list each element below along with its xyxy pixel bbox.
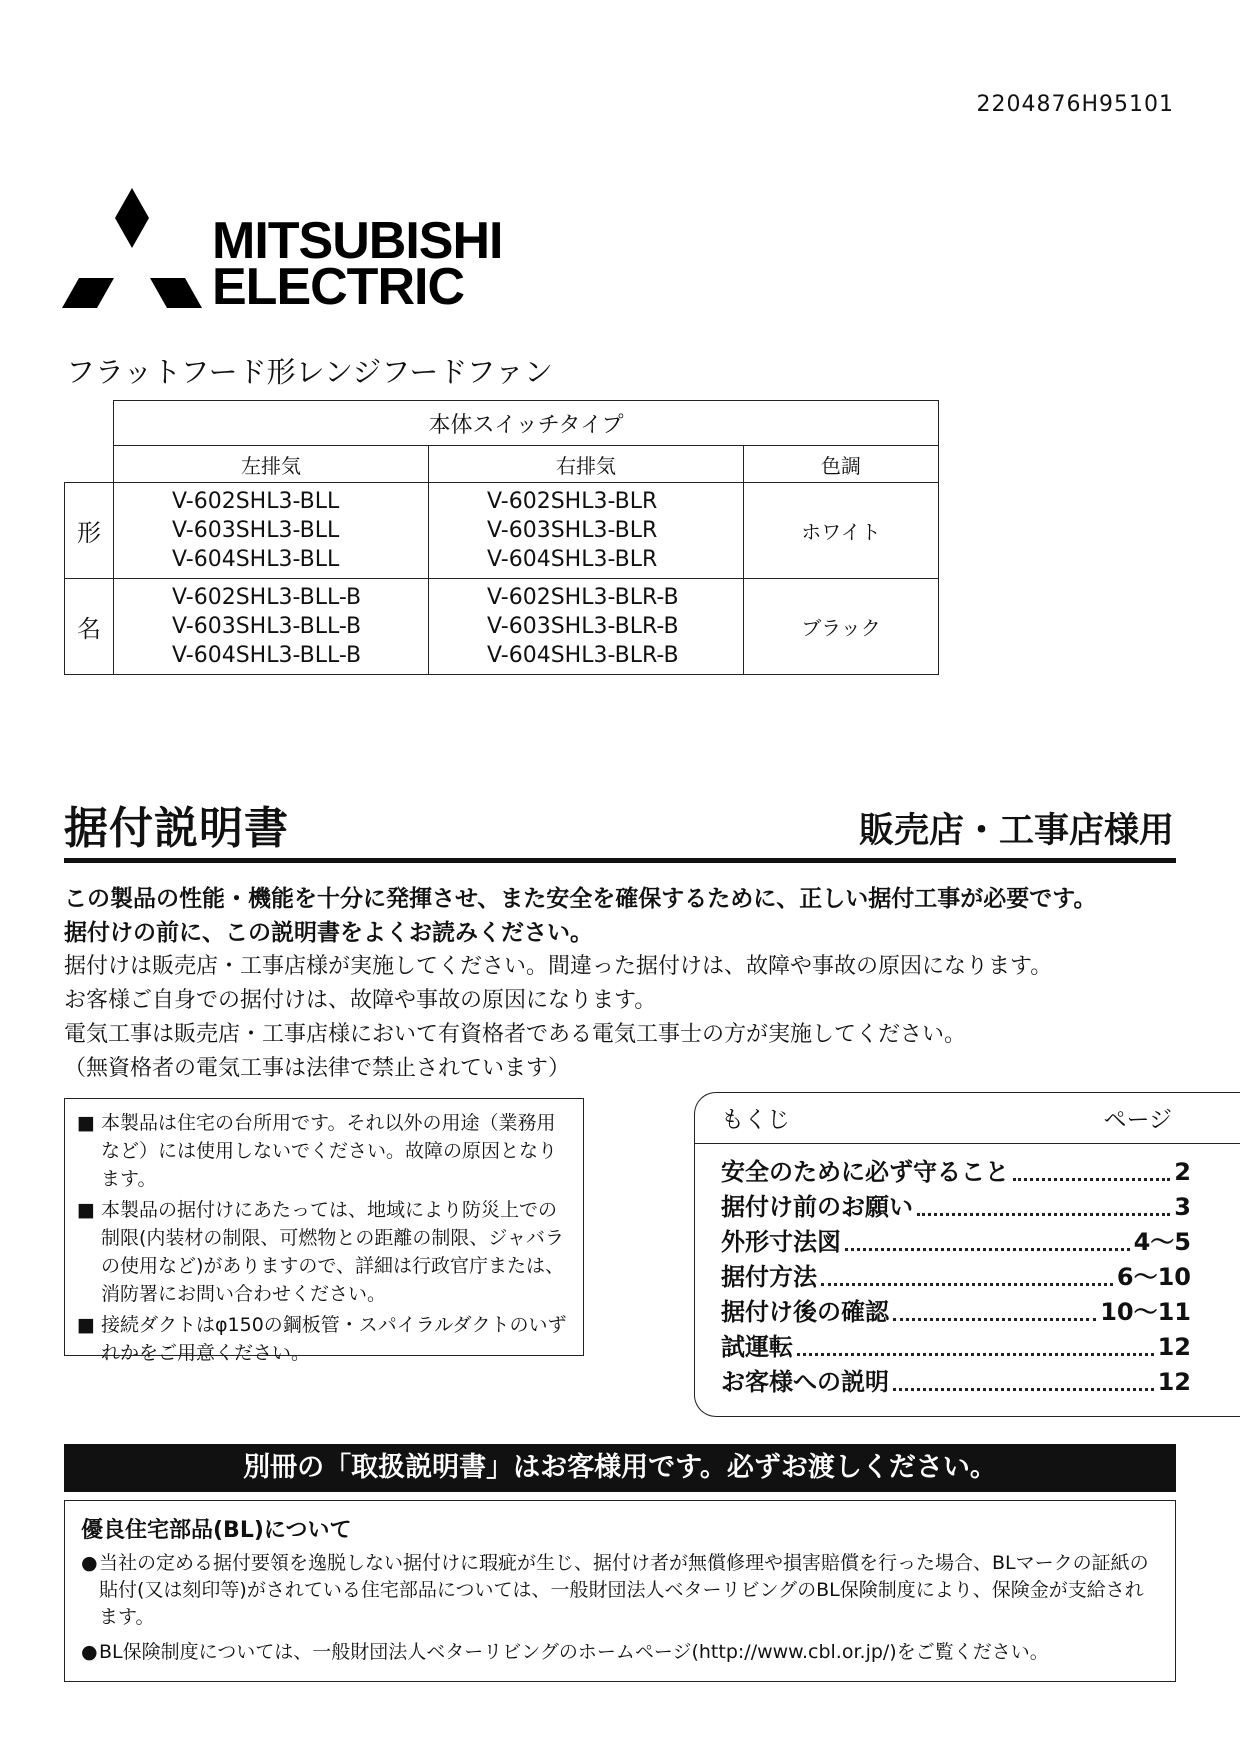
toc-entry[interactable] — [721, 1295, 1191, 1330]
toc-leader-dots — [797, 1330, 1154, 1356]
intro-line: 電気工事は販売店・工事店様において有資格者である電気工事士の方が実施してください。 — [64, 1022, 967, 1047]
toc-entry-page: 12 — [1157, 1368, 1191, 1396]
logo-word-electric: ELECTRIC — [212, 258, 464, 316]
toc-entry-label: 据付け後の確認 — [721, 1298, 889, 1326]
toc-header — [721, 1101, 1172, 1139]
toc-leader-dots — [893, 1365, 1154, 1391]
toc-entry-label: 外形寸法図 — [721, 1228, 841, 1256]
page-subtitle: 販売店・工事店様用 — [858, 811, 1174, 851]
toc-entry-page: 12 — [1157, 1333, 1191, 1361]
toc-entry[interactable] — [721, 1365, 1191, 1400]
header-right-exhaust: 右排気 — [429, 446, 744, 483]
toc-entry-page: 4～5 — [1133, 1228, 1191, 1256]
model-item: V-603SHL3-BLR-B — [487, 614, 679, 639]
toc-page-heading: ページ — [1103, 1107, 1172, 1133]
model-item: V-604SHL3-BLR-B — [487, 643, 679, 668]
left-models-white — [114, 483, 429, 579]
model-item: V-602SHL3-BLR-B — [487, 585, 679, 610]
toc-entry-label: 据付け前のお願い — [721, 1193, 913, 1221]
toc-entry-page: 3 — [1174, 1193, 1191, 1221]
right-models-black — [429, 579, 744, 675]
toc-entry[interactable] — [721, 1190, 1191, 1225]
model-item: V-603SHL3-BLL-B — [172, 614, 362, 639]
intro-line: お客様ご自身での据付けは、故障や事故の原因になります。 — [64, 988, 657, 1013]
toc-entry[interactable] — [721, 1155, 1191, 1190]
toc-divider — [695, 1143, 1240, 1144]
toc-entry-page: 2 — [1174, 1158, 1191, 1186]
note-text: 本製品の据付けにあたっては、地域により防災上での制限(内装材の制限、可燃物との距離の制限、ジャバラの使用など)がありますので、詳細は行政官庁または、消防署にお問い合わせください。 — [101, 1199, 565, 1305]
toc-leader-dots — [893, 1295, 1096, 1321]
toc-entry-page: 10～11 — [1100, 1298, 1191, 1326]
page-title: 据付説明書 — [64, 803, 289, 854]
model-item: V-602SHL3-BLR — [487, 489, 658, 514]
table-of-contents — [694, 1092, 1240, 1417]
bl-item — [81, 1550, 1159, 1631]
bl-item-text: BL保険制度については、一般財団法人ベターリビングのホームページ(http://www.cbl.or.jp/)をご覧ください。 — [99, 1641, 1049, 1663]
toc-leader-dots — [917, 1190, 1170, 1216]
model-item: V-604SHL3-BLL-B — [172, 643, 362, 668]
mitsubishi-electric-logo — [62, 188, 503, 316]
right-models-white — [429, 483, 744, 579]
toc-entry[interactable] — [721, 1330, 1191, 1365]
note-text: 接続ダクトはφ150の鋼板管・スパイラルダクトのいずれかをご用意ください。 — [101, 1314, 567, 1364]
left-models-black — [114, 579, 429, 675]
note-item — [77, 1311, 569, 1367]
bl-title: 優良住宅部品(BL)について — [81, 1518, 352, 1543]
note-text: 本製品は住宅の台所用です。それ以外の用途（業務用など）には使用しないでください。故障の原因となります。 — [101, 1112, 558, 1190]
intro-bold-line: この製品の性能・機能を十分に発揮させ、また安全を確保するために、正しい据付工事が必要です。 — [64, 886, 1097, 912]
side-label-kata: 形 — [65, 483, 114, 579]
separate-manual-banner: 別冊の「取扱説明書」はお客様用です。必ずお渡しください。 — [64, 1444, 1176, 1492]
toc-entry-label: お客様への説明 — [721, 1368, 889, 1396]
caution-notes-box — [64, 1098, 584, 1364]
logo-word-mitsubishi: MITSUBISHI — [212, 212, 503, 270]
model-table — [64, 400, 939, 675]
toc-leader-dots — [845, 1225, 1130, 1251]
toc-entry[interactable] — [721, 1225, 1191, 1260]
intro-bold-line: 据付けの前に、この説明書をよくお読みください。 — [64, 920, 593, 946]
model-item: V-604SHL3-BLR — [487, 547, 658, 572]
mitsubishi-diamonds-icon — [62, 188, 202, 313]
square-bullet-icon: ■ — [77, 1112, 95, 1134]
bl-info-box — [64, 1500, 1176, 1682]
bl-item — [81, 1639, 1159, 1666]
toc-entry-label: 試運転 — [721, 1333, 793, 1361]
model-item: V-602SHL3-BLL-B — [172, 585, 362, 610]
toc-entry-label: 安全のために必ず守ること — [721, 1158, 1009, 1186]
bl-item-text: 当社の定める据付要領を逸脱しない据付けに瑕疵が生じ、据付け者が無償修理や損害賠償を行った場合、BLマークの証紙の貼付(又は刻印等)がされている住宅部品については、一般財団法人ベターリビングのBL保険制度により、保険金が支給されます。 — [99, 1552, 1149, 1628]
header-color: 色調 — [744, 446, 939, 483]
model-item: V-602SHL3-BLL — [172, 489, 340, 514]
bullet-icon: ● — [81, 1641, 98, 1663]
header-left-exhaust: 左排気 — [114, 446, 429, 483]
model-table-caption: 本体スイッチタイプ — [114, 401, 939, 446]
note-item — [77, 1196, 569, 1308]
toc-entry-page: 6～10 — [1116, 1263, 1191, 1291]
square-bullet-icon: ■ — [77, 1314, 95, 1336]
side-label-mei: 名 — [65, 579, 114, 675]
color-black: ブラック — [744, 579, 939, 675]
toc-entry-label: 据付方法 — [721, 1263, 817, 1291]
model-item: V-603SHL3-BLL — [172, 518, 340, 543]
intro-line: （無資格者の電気工事は法律で禁止されています） — [64, 1056, 571, 1081]
document-code: 2204876H95101 — [976, 92, 1174, 117]
model-item: V-603SHL3-BLR — [487, 518, 658, 543]
color-white: ホワイト — [744, 483, 939, 579]
intro-text — [64, 882, 1184, 1086]
intro-line: 据付けは販売店・工事店様が実施してください。間違った据付けは、故障や事故の原因になります。 — [64, 954, 1053, 979]
square-bullet-icon: ■ — [77, 1199, 95, 1221]
toc-leader-dots — [1013, 1155, 1170, 1181]
toc-heading: もくじ — [721, 1107, 790, 1133]
toc-leader-dots — [821, 1260, 1113, 1286]
product-name: フラットフード形レンジフードファン — [66, 355, 553, 389]
note-item — [77, 1109, 569, 1193]
model-item: V-604SHL3-BLL — [172, 547, 340, 572]
toc-entry[interactable] — [721, 1260, 1191, 1295]
bullet-icon: ● — [81, 1552, 98, 1574]
title-rule — [64, 858, 1176, 863]
